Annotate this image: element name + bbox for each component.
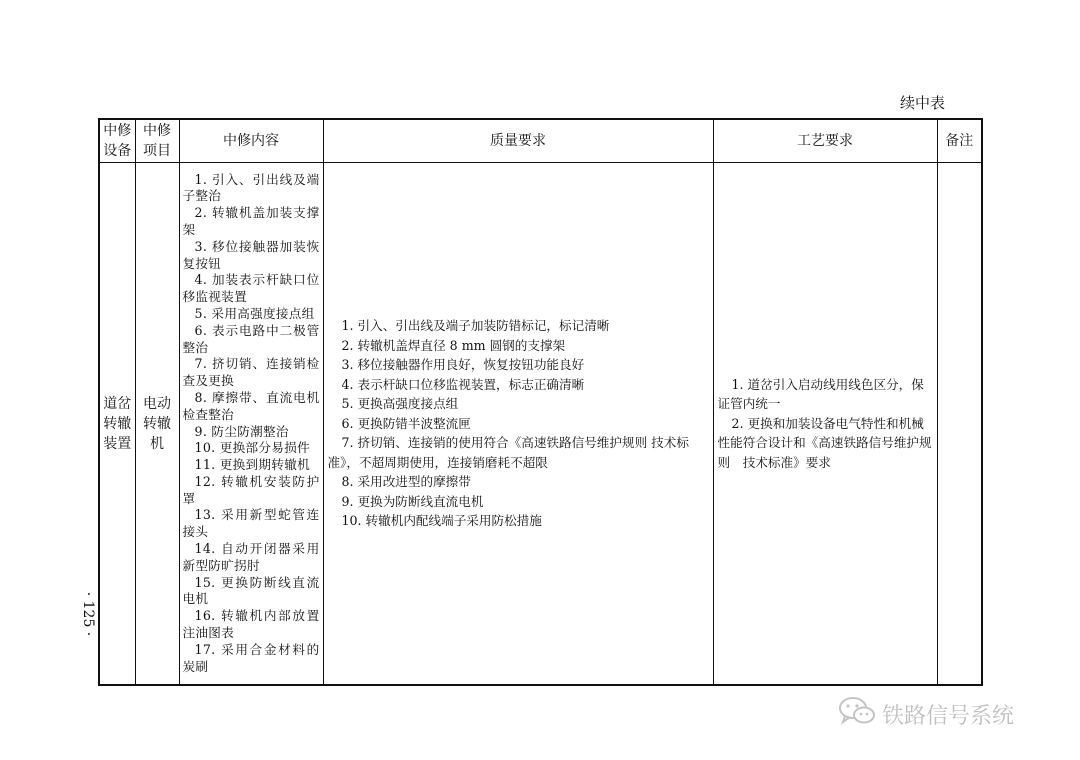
project-cell (135, 163, 179, 686)
content-item: 15. 更换防断线直流电机 (182, 574, 320, 607)
header-content: 中修内容 (179, 119, 323, 163)
content-item: 13. 采用新型蛇管连接头 (182, 507, 320, 540)
header-equipment-line2: 设备 (103, 143, 132, 159)
craft-item: 1. 道岔引入启动线用线色区分，保证管内统一 (717, 376, 924, 412)
equipment-line: 装置 (103, 435, 132, 452)
project-line: 转辙 (143, 415, 171, 432)
table-header-row (99, 119, 982, 163)
craft-cell (713, 163, 937, 686)
content-item: 6. 表示电路中二极管整治 (182, 322, 320, 355)
quality-item: 1. 引入、引出线及端子加装防错标记，标记清晰 (341, 318, 610, 334)
content-item: 16. 转辙机内部放置注油图表 (182, 608, 320, 641)
equipment-cell (99, 163, 135, 686)
header-equipment-line1: 中修 (103, 123, 132, 139)
quality-item: 3. 移位接触器作用良好，恢复按钮功能良好 (341, 357, 585, 373)
maintenance-table (98, 118, 983, 686)
watermark-text: 铁路信号系统 (882, 703, 1015, 729)
continued-table-label: 续中表 (900, 94, 946, 112)
quality-item: 7. 挤切销、连接销的使用符合《高速铁路信号维护规则 技术标准》，不超周期使用，连接销磨耗不超限 (327, 435, 689, 470)
content-item: 9. 防尘防潮整治 (194, 423, 289, 439)
content-item: 2. 转辙机盖加装支撑架 (182, 205, 320, 237)
content-item: 14. 自动开闭器采用新型防旷拐肘 (182, 541, 320, 573)
table-row (99, 163, 982, 686)
wechat-logo-icon (838, 696, 876, 732)
header-remarks: 备注 (937, 119, 982, 163)
header-project-line2: 项目 (143, 143, 171, 159)
watermark (838, 696, 1014, 732)
header-quality: 质量要求 (323, 119, 713, 163)
quality-item: 10. 转辙机内配线端子采用防松措施 (341, 513, 542, 529)
content-item: 17. 采用合金材料的炭刷 (182, 641, 320, 674)
content-item: 4. 加装表示杆缺口位移监视装置 (182, 272, 320, 305)
header-project (135, 119, 179, 163)
quality-item: 8. 采用改进型的摩擦带 (341, 474, 471, 490)
project-line: 电动 (143, 395, 171, 412)
content-item: 8. 摩擦带、直流电机检查整治 (182, 389, 320, 422)
content-item: 10. 更换部分易损件 (194, 440, 310, 456)
quality-item: 2. 转辙机盖焊直径 8 mm 圆钢的支撑架 (341, 337, 566, 353)
header-project-line1: 中修 (143, 123, 171, 139)
content-item: 11. 更换到期转辙机 (194, 457, 310, 473)
equipment-line: 道岔 (103, 395, 132, 412)
equipment-line: 转辙 (103, 415, 132, 432)
craft-item: 2. 更换和加装设备电气特性和机械性能符合设计和《高速铁路信号维护规则 技术标准》要求 (717, 415, 932, 470)
content-item: 1. 引入、引出线及端子整治 (182, 171, 320, 204)
content-item: 7. 挤切销、连接销检查及更换 (182, 356, 320, 389)
remarks-cell (937, 163, 982, 686)
content-item: 5. 采用高强度接点组 (194, 305, 315, 321)
header-craft: 工艺要求 (713, 119, 937, 163)
quality-item: 5. 更换高强度接点组 (341, 396, 459, 412)
project-line: 机 (150, 435, 164, 452)
quality-item: 6. 更换防错半波整流匣 (341, 415, 471, 431)
content-item: 3. 移位接触器加装恢复按钮 (182, 238, 320, 271)
page-number: · 125 · (80, 591, 96, 637)
quality-item: 4. 表示杆缺口位移监视装置，标志正确清晰 (341, 376, 585, 392)
header-equipment (99, 119, 135, 163)
content-cell (179, 163, 323, 686)
quality-cell (323, 163, 713, 686)
quality-item: 9. 更换为防断线直流电机 (341, 493, 484, 509)
content-item: 12. 转辙机安装防护罩 (182, 473, 320, 506)
